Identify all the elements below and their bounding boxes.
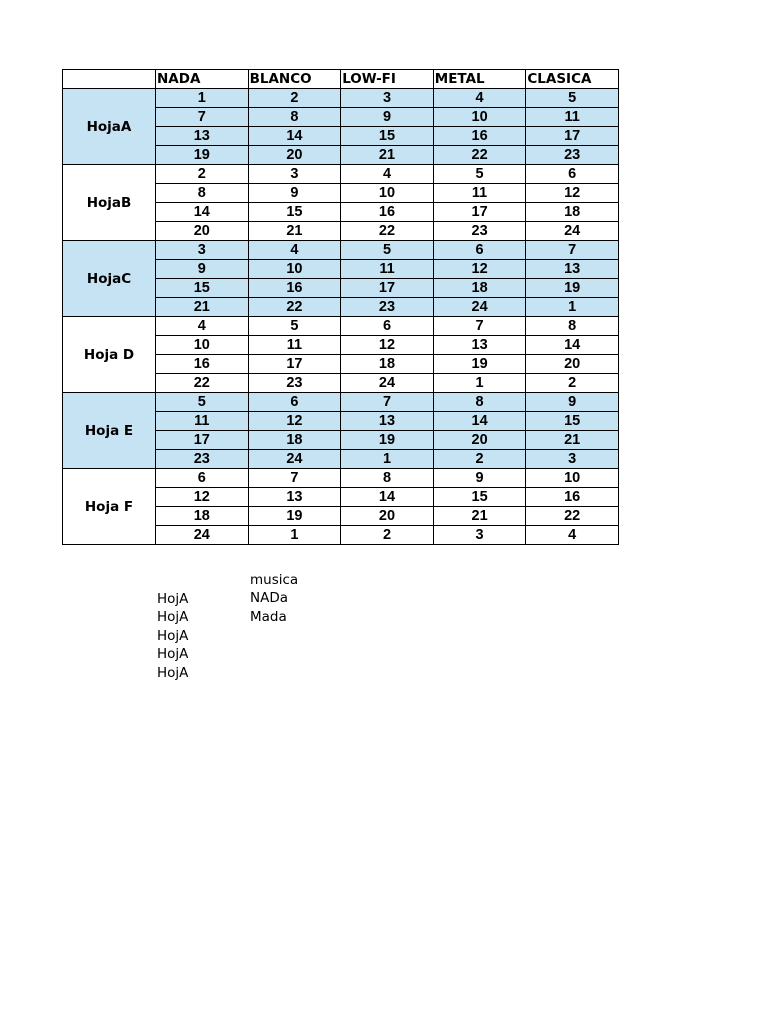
number-cell[interactable]: 1 <box>526 298 619 317</box>
number-cell[interactable]: 9 <box>248 184 341 203</box>
schedule-table-body <box>63 70 619 545</box>
group-label-cell[interactable]: HojaA <box>63 89 156 165</box>
number-cell[interactable]: 2 <box>433 450 526 469</box>
table-row <box>63 89 619 108</box>
number-cell[interactable]: 18 <box>341 355 434 374</box>
number-cell[interactable]: 23 <box>156 450 249 469</box>
number-cell[interactable]: 3 <box>526 450 619 469</box>
number-cell[interactable]: 17 <box>433 203 526 222</box>
number-cell[interactable]: 4 <box>156 317 249 336</box>
number-cell[interactable]: 19 <box>433 355 526 374</box>
number-cell[interactable]: 11 <box>526 108 619 127</box>
number-cell[interactable]: 11 <box>156 412 249 431</box>
number-cell[interactable]: 17 <box>341 279 434 298</box>
number-cell[interactable]: 22 <box>341 222 434 241</box>
number-cell[interactable]: 12 <box>526 184 619 203</box>
header-cell[interactable]: LOW-FI <box>341 70 434 89</box>
header-cell[interactable]: NADA <box>156 70 249 89</box>
number-cell[interactable]: 5 <box>248 317 341 336</box>
number-cell[interactable]: 2 <box>248 89 341 108</box>
number-cell[interactable]: 16 <box>341 203 434 222</box>
number-cell[interactable]: 24 <box>526 222 619 241</box>
note-cell[interactable]: NADa <box>250 590 289 607</box>
number-cell[interactable]: 18 <box>248 431 341 450</box>
number-cell[interactable]: 23 <box>341 298 434 317</box>
number-cell[interactable]: 11 <box>433 184 526 203</box>
header-cell[interactable]: METAL <box>433 70 526 89</box>
number-cell[interactable]: 2 <box>341 526 434 545</box>
number-cell[interactable]: 11 <box>248 336 341 355</box>
group-label-cell[interactable]: HojaC <box>63 241 156 317</box>
number-cell[interactable]: 13 <box>156 127 249 146</box>
number-cell[interactable]: 9 <box>526 393 619 412</box>
group-label-cell[interactable]: Hoja F <box>63 469 156 545</box>
number-cell[interactable]: 15 <box>433 488 526 507</box>
number-cell[interactable]: 16 <box>156 355 249 374</box>
number-cell[interactable]: 22 <box>526 507 619 526</box>
number-cell[interactable]: 24 <box>433 298 526 317</box>
group-label-cell[interactable]: HojaB <box>63 165 156 241</box>
number-cell[interactable]: 14 <box>433 412 526 431</box>
note-cell[interactable]: Mada <box>250 608 287 625</box>
number-cell[interactable]: 9 <box>341 108 434 127</box>
number-cell[interactable]: 12 <box>433 260 526 279</box>
number-cell[interactable]: 15 <box>248 203 341 222</box>
number-cell[interactable]: 10 <box>156 336 249 355</box>
number-cell[interactable]: 24 <box>341 374 434 393</box>
number-cell[interactable]: 6 <box>526 165 619 184</box>
number-cell[interactable]: 4 <box>248 241 341 260</box>
number-cell[interactable]: 9 <box>433 469 526 488</box>
number-cell[interactable]: 12 <box>156 488 249 507</box>
number-cell[interactable]: 14 <box>341 488 434 507</box>
table-row <box>63 165 619 184</box>
number-cell[interactable]: 15 <box>526 412 619 431</box>
number-cell[interactable]: 5 <box>433 165 526 184</box>
number-cell[interactable]: 15 <box>156 279 249 298</box>
number-cell[interactable]: 6 <box>433 241 526 260</box>
number-cell[interactable]: 5 <box>156 393 249 412</box>
note-cell[interactable]: musica <box>250 572 299 588</box>
number-cell[interactable]: 11 <box>341 260 434 279</box>
number-cell[interactable]: 10 <box>248 260 341 279</box>
number-cell[interactable]: 8 <box>341 469 434 488</box>
number-cell[interactable]: 21 <box>341 146 434 165</box>
note-cell[interactable]: HojA <box>157 646 189 663</box>
number-cell[interactable]: 22 <box>433 146 526 165</box>
note-cell[interactable]: HojA <box>157 627 189 644</box>
number-cell[interactable]: 3 <box>341 89 434 108</box>
number-cell[interactable]: 15 <box>341 127 434 146</box>
number-cell[interactable]: 1 <box>341 450 434 469</box>
number-cell[interactable]: 10 <box>341 184 434 203</box>
number-cell[interactable]: 3 <box>433 526 526 545</box>
group-label-cell[interactable]: Hoja D <box>63 317 156 393</box>
header-cell[interactable]: CLASICA <box>526 70 619 89</box>
table-row <box>63 469 619 488</box>
number-cell[interactable]: 6 <box>341 317 434 336</box>
number-cell[interactable]: 13 <box>248 488 341 507</box>
number-cell[interactable]: 2 <box>526 374 619 393</box>
number-cell[interactable]: 10 <box>433 108 526 127</box>
note-cell[interactable]: HojA <box>157 591 189 607</box>
note-cell[interactable]: HojA <box>157 664 189 681</box>
number-cell[interactable]: 14 <box>248 127 341 146</box>
header-cell[interactable]: BLANCO <box>248 70 341 89</box>
table-row <box>63 241 619 260</box>
number-cell[interactable]: 1 <box>156 89 249 108</box>
number-cell[interactable]: 22 <box>248 298 341 317</box>
number-cell[interactable]: 24 <box>156 526 249 545</box>
number-cell[interactable]: 3 <box>248 165 341 184</box>
header-corner-cell[interactable] <box>63 70 156 89</box>
number-cell[interactable]: 12 <box>341 336 434 355</box>
number-cell[interactable]: 12 <box>248 412 341 431</box>
number-cell[interactable]: 3 <box>156 241 249 260</box>
number-cell[interactable]: 19 <box>341 431 434 450</box>
number-cell[interactable]: 7 <box>526 241 619 260</box>
number-cell[interactable]: 5 <box>341 241 434 260</box>
notes-column-c <box>250 571 298 626</box>
number-cell[interactable]: 17 <box>248 355 341 374</box>
number-cell[interactable]: 7 <box>156 108 249 127</box>
number-cell[interactable]: 8 <box>433 393 526 412</box>
number-cell[interactable]: 22 <box>156 374 249 393</box>
number-cell[interactable]: 19 <box>248 507 341 526</box>
schedule-table <box>62 69 619 545</box>
number-cell[interactable]: 21 <box>433 507 526 526</box>
number-cell[interactable]: 7 <box>341 393 434 412</box>
number-cell[interactable]: 16 <box>248 279 341 298</box>
number-cell[interactable]: 4 <box>433 89 526 108</box>
number-cell[interactable]: 1 <box>248 526 341 545</box>
number-cell[interactable]: 16 <box>433 127 526 146</box>
number-cell[interactable]: 20 <box>248 146 341 165</box>
number-cell[interactable]: 18 <box>156 507 249 526</box>
number-cell[interactable]: 20 <box>341 507 434 526</box>
header-row <box>63 70 619 89</box>
number-cell[interactable]: 20 <box>526 355 619 374</box>
number-cell[interactable]: 13 <box>341 412 434 431</box>
number-cell[interactable]: 21 <box>248 222 341 241</box>
number-cell[interactable]: 1 <box>433 374 526 393</box>
number-cell[interactable]: 13 <box>526 260 619 279</box>
number-cell[interactable]: 16 <box>526 488 619 507</box>
number-cell[interactable]: 20 <box>433 431 526 450</box>
number-cell[interactable]: 7 <box>433 317 526 336</box>
number-cell[interactable]: 7 <box>248 469 341 488</box>
number-cell[interactable]: 20 <box>156 222 249 241</box>
number-cell[interactable]: 19 <box>526 279 619 298</box>
number-cell[interactable]: 8 <box>248 108 341 127</box>
number-cell[interactable]: 23 <box>526 146 619 165</box>
group-label-cell[interactable]: Hoja E <box>63 393 156 469</box>
number-cell[interactable]: 4 <box>341 165 434 184</box>
number-cell[interactable]: 9 <box>156 260 249 279</box>
number-cell[interactable]: 4 <box>526 526 619 545</box>
number-cell[interactable]: 8 <box>526 317 619 336</box>
number-cell[interactable]: 23 <box>433 222 526 241</box>
number-cell[interactable]: 8 <box>156 184 249 203</box>
note-cell[interactable]: HojA <box>157 609 189 626</box>
number-cell[interactable]: 5 <box>526 89 619 108</box>
number-cell[interactable]: 24 <box>248 450 341 469</box>
notes-column-b <box>157 590 188 682</box>
table-row <box>63 317 619 336</box>
number-cell[interactable]: 17 <box>526 127 619 146</box>
number-cell[interactable]: 18 <box>526 203 619 222</box>
number-cell[interactable]: 2 <box>156 165 249 184</box>
number-cell[interactable]: 13 <box>433 336 526 355</box>
number-cell[interactable]: 10 <box>526 469 619 488</box>
number-cell[interactable]: 17 <box>156 431 249 450</box>
number-cell[interactable]: 18 <box>433 279 526 298</box>
number-cell[interactable]: 19 <box>156 146 249 165</box>
number-cell[interactable]: 23 <box>248 374 341 393</box>
number-cell[interactable]: 14 <box>156 203 249 222</box>
number-cell[interactable]: 14 <box>526 336 619 355</box>
number-cell[interactable]: 6 <box>248 393 341 412</box>
number-cell[interactable]: 6 <box>156 469 249 488</box>
number-cell[interactable]: 21 <box>156 298 249 317</box>
number-cell[interactable]: 21 <box>526 431 619 450</box>
table-row <box>63 393 619 412</box>
